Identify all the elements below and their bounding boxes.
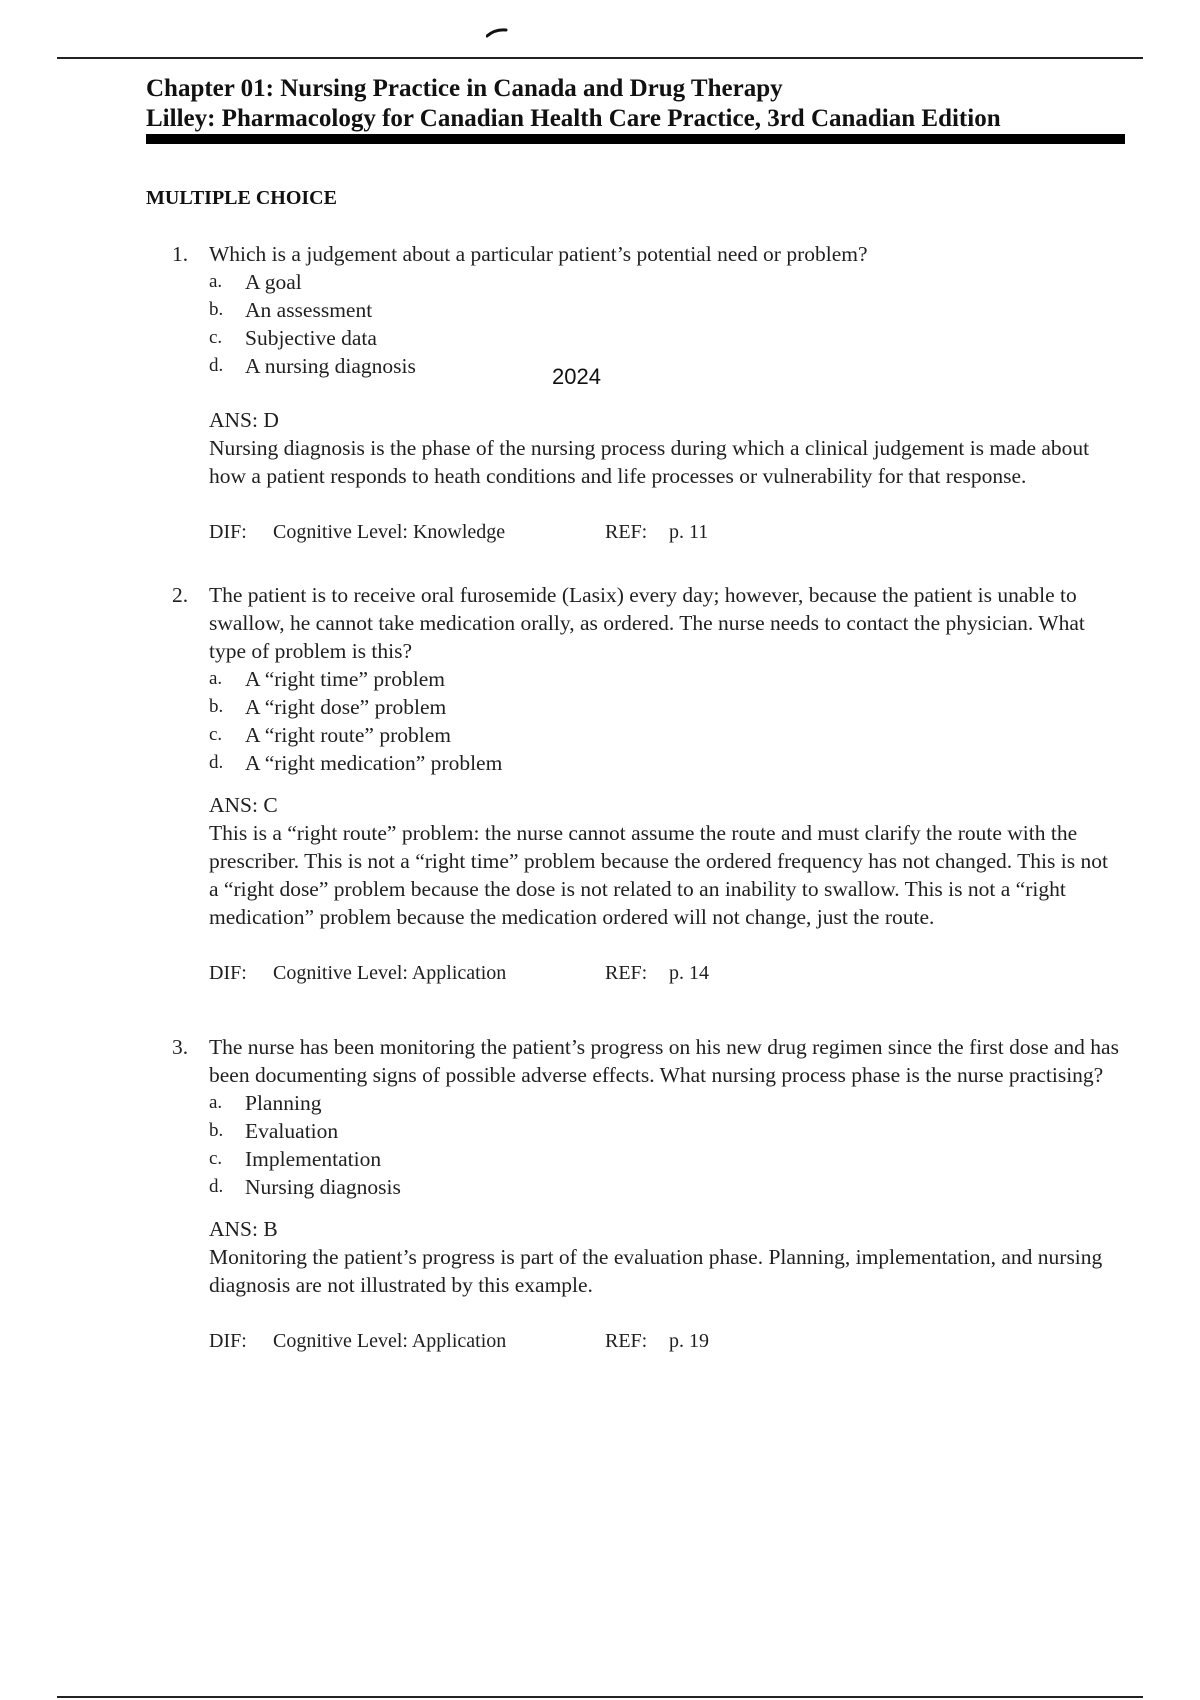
dif-label: DIF: xyxy=(209,521,247,543)
bottom-rule xyxy=(57,1696,1143,1698)
question-number: 3. xyxy=(172,1035,189,1059)
option-letter: a. xyxy=(209,668,223,689)
option-text: Nursing diagnosis xyxy=(245,1175,401,1199)
header-underline xyxy=(146,134,1125,144)
rationale: Monitoring the patient’s progress is part of the evaluation phase. Planning, implementation, and nursing diagnosis are not illustrated by this example. xyxy=(209,1245,1103,1297)
dif-label: DIF: xyxy=(209,962,247,984)
question-number: 2. xyxy=(172,583,189,607)
ref-value: p. 11 xyxy=(669,521,709,543)
answer-block xyxy=(172,1215,1122,1299)
ref-label: REF: xyxy=(605,1330,648,1352)
option-d xyxy=(209,352,1122,380)
rationale: Nursing diagnosis is the phase of the nursing process during which a clinical judgement is made about how a patient responds to heath conditions and life processes or vulnerability for that response. xyxy=(209,436,1090,488)
top-rule xyxy=(57,57,1143,59)
options-list xyxy=(172,1089,1122,1201)
question-number: 1. xyxy=(172,242,189,266)
answer-key: ANS: D xyxy=(209,408,279,432)
book-title: Lilley: Pharmacology for Canadian Health Care Practice, 3rd Canadian Edition xyxy=(146,105,1001,132)
option-c xyxy=(209,721,1122,749)
options-list xyxy=(172,268,1122,380)
option-letter: a. xyxy=(209,271,223,292)
option-b xyxy=(209,693,1122,721)
options-list xyxy=(172,665,1122,777)
page-header xyxy=(146,74,1126,134)
ref-label: REF: xyxy=(605,521,648,543)
question-meta xyxy=(172,1327,1122,1355)
dif-value: Cognitive Level: Application xyxy=(273,1330,507,1352)
option-letter: c. xyxy=(209,724,223,745)
option-text: A “right medication” problem xyxy=(245,751,503,775)
option-letter: d. xyxy=(209,1176,224,1197)
question-1 xyxy=(172,240,1122,546)
dif-value: Cognitive Level: Application xyxy=(273,962,507,984)
ref-value: p. 19 xyxy=(669,1330,709,1352)
question-meta xyxy=(172,518,1122,546)
answer-key: ANS: C xyxy=(209,793,278,817)
question-meta xyxy=(172,959,1122,987)
option-b xyxy=(209,1117,1122,1145)
option-text: A “right dose” problem xyxy=(245,695,447,719)
option-text: An assessment xyxy=(245,298,373,322)
question-2 xyxy=(172,581,1122,987)
dif-value: Cognitive Level: Knowledge xyxy=(273,521,506,543)
option-b xyxy=(209,296,1122,324)
option-a xyxy=(209,665,1122,693)
option-letter: d. xyxy=(209,752,224,773)
option-a xyxy=(209,268,1122,296)
option-a xyxy=(209,1089,1122,1117)
option-text: A nursing diagnosis xyxy=(245,354,416,378)
option-letter: b. xyxy=(209,299,224,320)
option-letter: b. xyxy=(209,696,224,717)
chapter-title: Chapter 01: Nursing Practice in Canada and Drug Therapy xyxy=(146,75,783,102)
rationale: This is a “right route” problem: the nurse cannot assume the route and must clarify the route with the prescriber. This is not a “right time” problem because the ordered frequency has not changed. This is not a “right dose” problem because the dose is not related to an inability to swallow. This is not a “right medication” problem because the medication ordered will not change, just the route. xyxy=(209,821,1108,929)
question-3 xyxy=(172,1033,1122,1355)
question-stem: The nurse has been monitoring the patient’s progress on his new drug regimen since the first dose and has been documenting signs of possible adverse effects. What nursing process phase is the nurse practising? xyxy=(209,1035,1119,1087)
option-letter: b. xyxy=(209,1120,224,1141)
option-letter: c. xyxy=(209,327,223,348)
dif-label: DIF: xyxy=(209,1330,247,1352)
option-c xyxy=(209,1145,1122,1173)
option-d xyxy=(209,749,1122,777)
question-stem: The patient is to receive oral furosemide (Lasix) every day; however, because the patient is unable to swallow, he cannot take medication orally, as ordered. The nurse needs to contact the physician. What type of problem is this? xyxy=(209,583,1085,663)
answer-key: ANS: B xyxy=(209,1217,278,1241)
answer-block xyxy=(172,791,1122,931)
pen-mark-icon xyxy=(486,28,508,38)
option-letter: a. xyxy=(209,1092,223,1113)
option-text: Evaluation xyxy=(245,1119,339,1143)
option-d xyxy=(209,1173,1122,1201)
option-letter: d. xyxy=(209,355,224,376)
answer-block xyxy=(172,406,1122,490)
question-stem: Which is a judgement about a particular patient’s potential need or problem? xyxy=(209,242,868,266)
section-title: MULTIPLE CHOICE xyxy=(146,187,337,209)
option-text: Subjective data xyxy=(245,326,377,350)
ref-label: REF: xyxy=(605,962,648,984)
option-c xyxy=(209,324,1122,352)
option-letter: c. xyxy=(209,1148,223,1169)
option-text: A goal xyxy=(245,270,302,294)
ref-value: p. 14 xyxy=(669,962,709,984)
option-text: Planning xyxy=(245,1091,322,1115)
option-text: Implementation xyxy=(245,1147,382,1171)
option-text: A “right route” problem xyxy=(245,723,451,747)
year-stamp: 2024 xyxy=(552,364,601,389)
option-text: A “right time” problem xyxy=(245,667,446,691)
